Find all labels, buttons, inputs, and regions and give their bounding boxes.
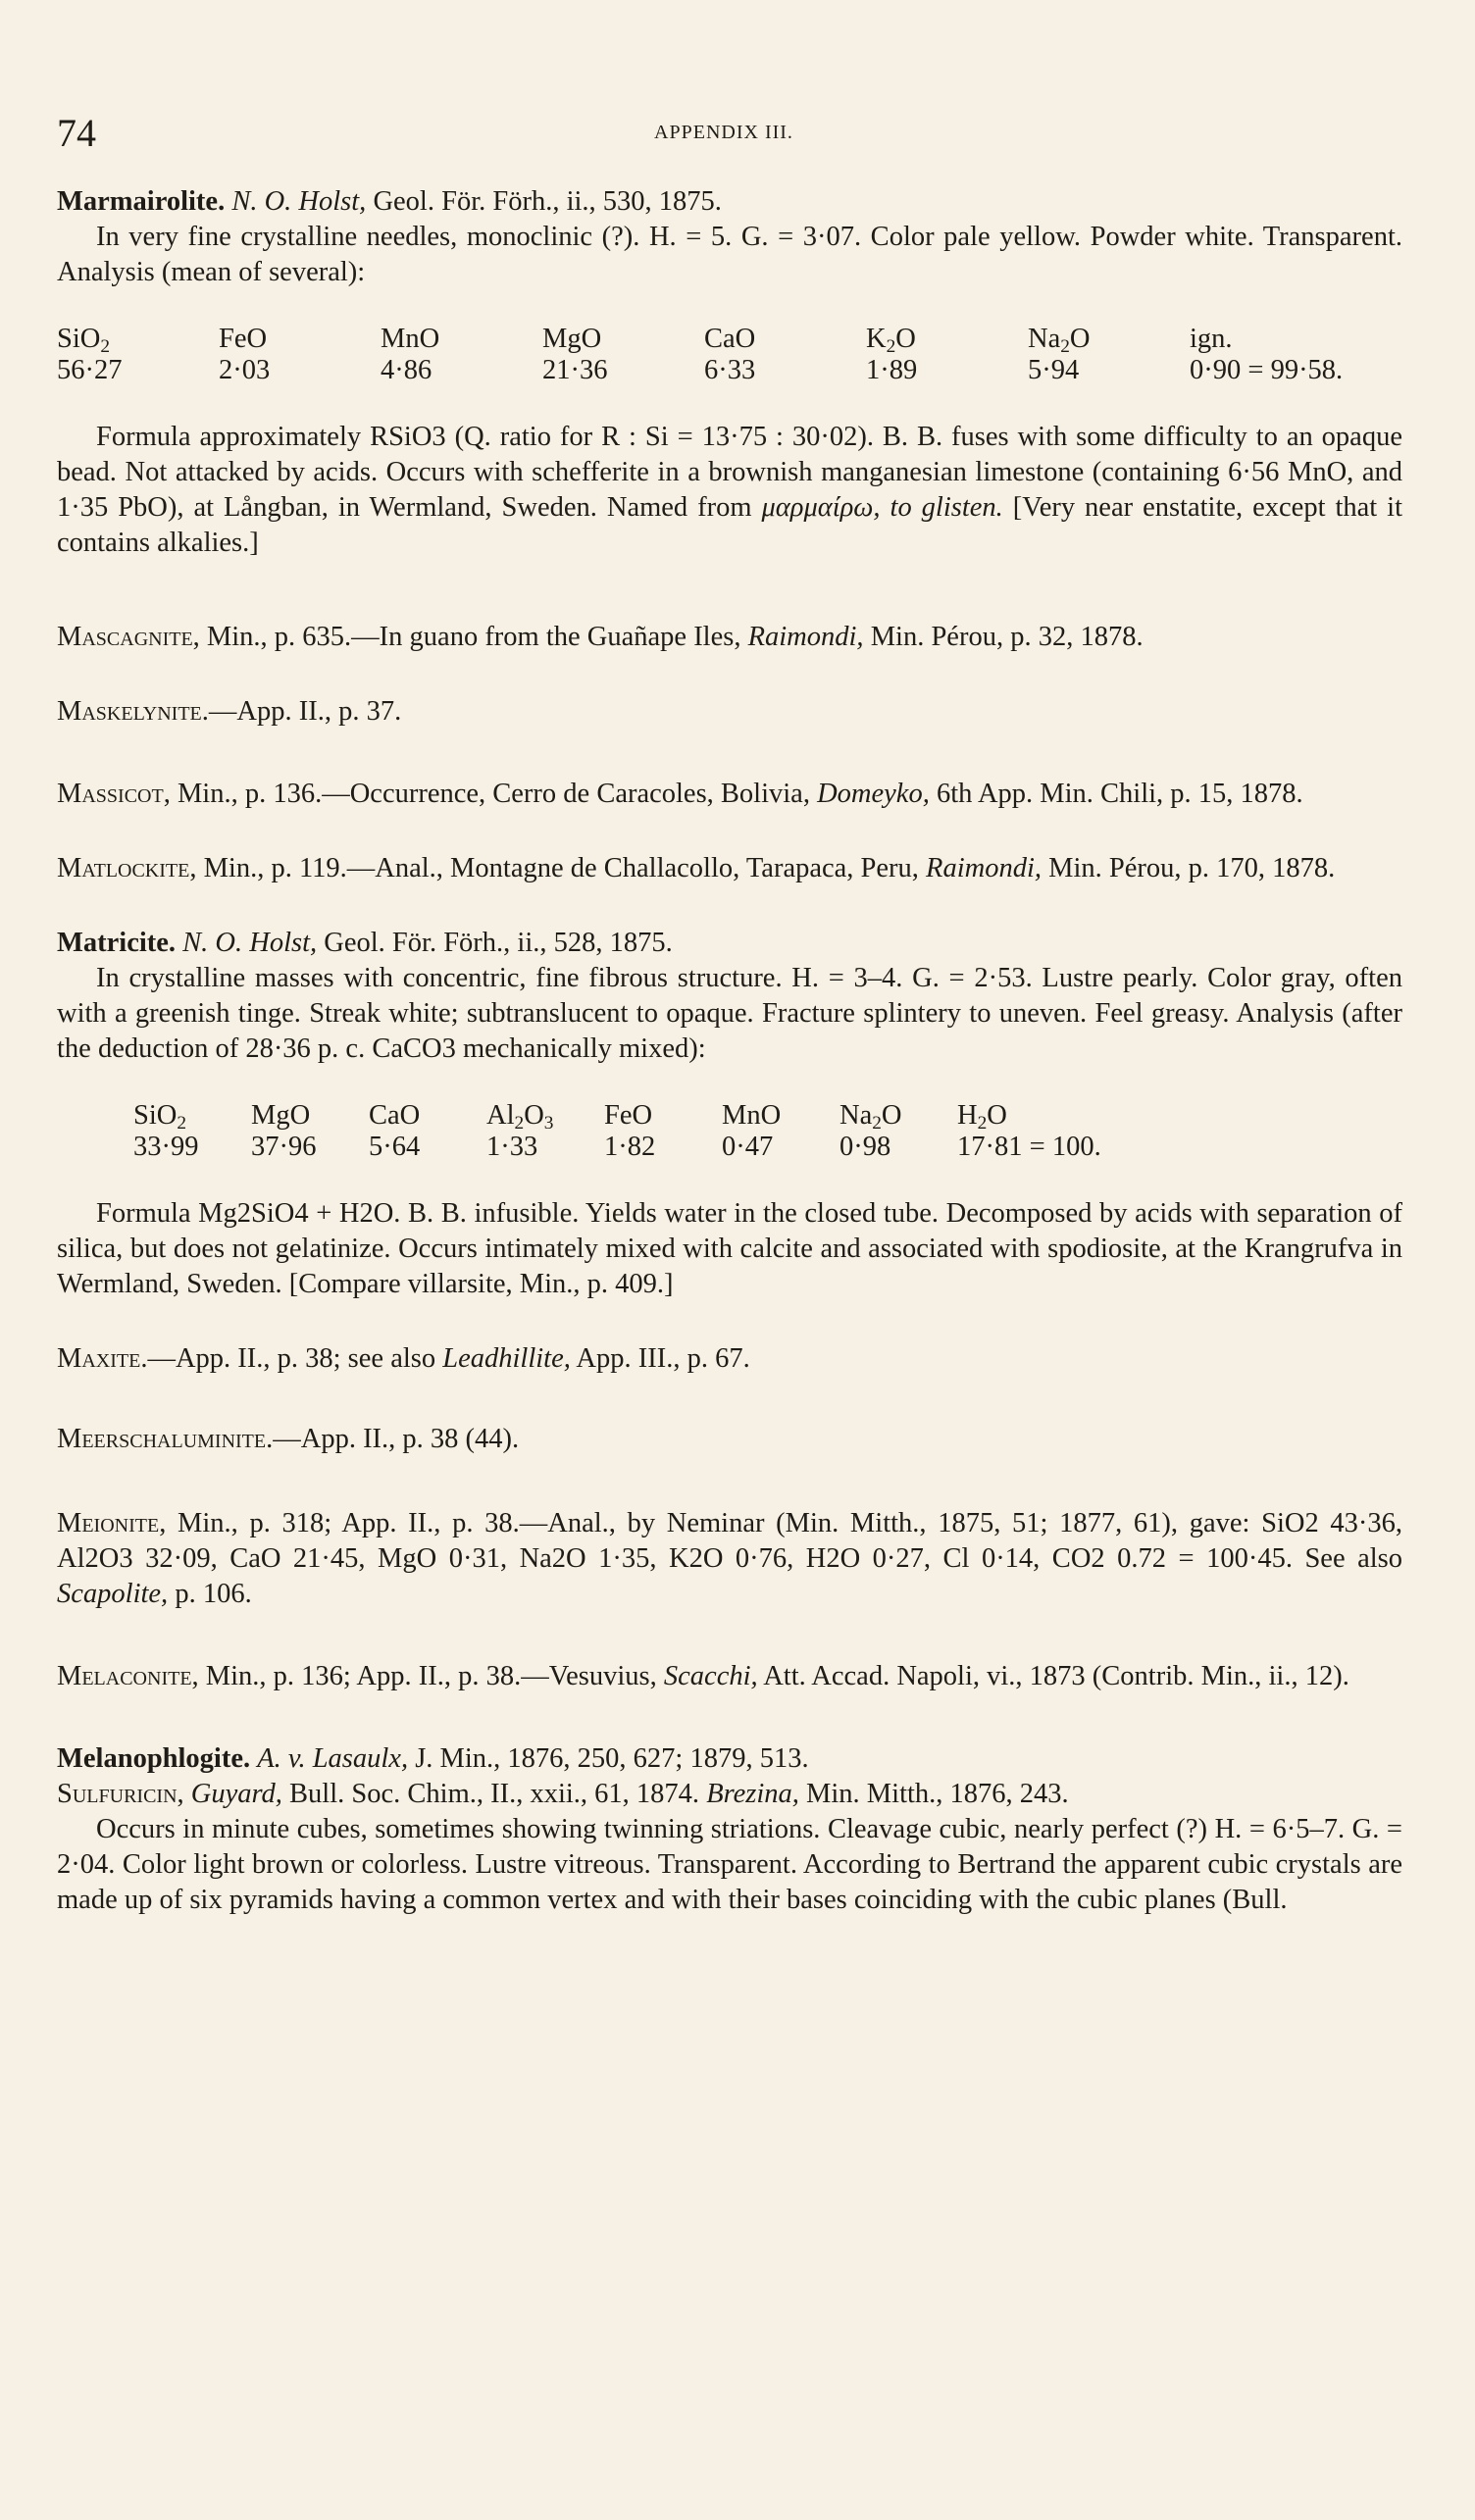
analysis-header-row — [133, 1100, 1101, 1132]
entry-link: Scapolite, — [57, 1579, 169, 1609]
entry-heading — [57, 926, 1402, 961]
entry-name: Maxite. — [57, 1343, 148, 1374]
synonym-reference-2: Min. Mitth., 1876, 243. — [798, 1779, 1069, 1809]
entry-body: Min., p. 136; App. II., p. 38.—Vesuvius, — [198, 1661, 664, 1691]
entry-author: Domeyko, — [817, 779, 930, 809]
synonym-author-2: Brezina, — [706, 1779, 799, 1809]
analysis-value: 5·64 — [369, 1132, 421, 1162]
analysis-head: SiO$_2$ — [57, 324, 111, 357]
analysis-table — [57, 324, 1351, 386]
analysis-head: MgO — [542, 324, 602, 354]
entry-heading — [57, 184, 1402, 220]
analysis-head: $Al_2O_3$ — [486, 1100, 554, 1134]
analysis-value: 4·86 — [381, 355, 432, 385]
entry-text — [57, 851, 1402, 886]
analysis-value: 37·96 — [251, 1132, 317, 1162]
entry-name: Meerschaluminite. — [57, 1424, 274, 1454]
analysis-value: 1·89 — [866, 355, 918, 385]
entry-author: A. v. Lasaulx, — [257, 1743, 409, 1774]
analysis-value-row — [133, 1132, 1101, 1163]
page-body — [57, 184, 1402, 1918]
page-number: 74 — [57, 111, 96, 155]
analysis-value: 21·36 — [542, 355, 608, 385]
entry-name: Mascagnite, — [57, 622, 200, 652]
analysis-value: 2·03 — [219, 355, 271, 385]
entry-title: Matricite. — [57, 928, 177, 958]
entry-author: N. O. Holst, — [231, 186, 367, 217]
entry-reference: J. Min., 1876, 250, 627; 1879, 513. — [408, 1743, 809, 1774]
entry-description: Occurs in minute cubes, sometimes showing twinning striations. Cleavage cubic, nearly perfect (?) H. = 6·5–7. G. = 2·04. Color light brown or colorless. Lustre vitreous. Transparent. According to Bertrand the apparent cubic crystals are made up of six pyramids having a common vertex and with their bases coinciding with the cubic planes (Bull. — [57, 1814, 1402, 1915]
entry-body-2: 6th App. Min. Chili, p. 15, 1878. — [929, 779, 1303, 809]
entry-melaconite — [57, 1659, 1402, 1694]
entry-text — [57, 1659, 1402, 1694]
entry-body: Min., p. 318; App. II., p. 38.—Anal., by Neminar (Min. Mitth., 1875, 51; 1877, 61), gave: SiO2 43·36, Al2O3 32·09, CaO 21·45, MgO 0·31, Na2O 1·35, K2O 0·76, H2O 0·27, Cl 0·14, CO2 0.72 = 100·45. See also — [57, 1508, 1402, 1574]
analysis-value: 0·98 — [839, 1132, 891, 1162]
entry-text — [57, 1341, 1402, 1377]
formula-text: Formula approximately RSiO3 (Q. ratio for R : Si = 13·75 : 30·02). B. B. fuses with some difficulty to an opaque bead. Not attacked by acids. Occurs with schefferite in a brownish manganesian limestone (containing 6·56 MnO, and 1·35 PbO), at Långban, in Wermland, Sweden. Named from — [57, 422, 1402, 523]
analysis-value: 6·33 — [704, 355, 756, 385]
entry-body-2: p. 106. — [168, 1579, 252, 1609]
analysis-head: $H_2O$ — [957, 1100, 1007, 1134]
entry-author: Raimondi, — [747, 622, 864, 652]
analysis-head: MnO — [381, 324, 440, 354]
entry-massicot — [57, 777, 1402, 812]
entry-description: In very fine crystalline needles, monoclinic (?). H. = 5. G. = 3·07. Color pale yellow. Powder white. Transparent. Analysis (mean of several): — [57, 222, 1402, 287]
entry-formula: Formula Mg2SiO4 + H2O. B. B. infusible. Yields water in the closed tube. Decomposed by acids with separation of silica, but does not gelatinize. Occurs intimately mixed with calcite and associated with spodiosite, at the Krangrufva in Wermland, Sweden. [Compare villarsite, Min., p. 409.] — [57, 1198, 1402, 1299]
running-title: APPENDIX III. — [654, 122, 793, 143]
entry-title: Melanophlogite. — [57, 1743, 251, 1774]
analysis-head: MnO — [722, 1100, 782, 1131]
analysis-value: 33·99 — [133, 1132, 199, 1162]
entry-formula — [57, 420, 1402, 561]
entry-text — [57, 694, 1402, 730]
analysis-value: 56·27 — [57, 355, 123, 385]
entry-name: Matlockite, — [57, 853, 197, 883]
entry-text — [57, 1506, 1402, 1612]
analysis-head: $K_2O$ — [866, 324, 916, 357]
analysis-value: 1·82 — [604, 1132, 656, 1162]
analysis-head: $Na_2O$ — [839, 1100, 902, 1134]
entry-meionite — [57, 1506, 1402, 1612]
analysis-head: FeO — [604, 1100, 653, 1131]
synonym-reference: Bull. Soc. Chim., II., xxii., 61, 1874. — [281, 1779, 707, 1809]
entry-body: Min., p. 136.—Occurrence, Cerro de Caracoles, Bolivia, — [170, 779, 818, 809]
entry-text — [57, 620, 1402, 655]
entry-reference: Geol. För. Förh., ii., 528, 1875. — [317, 928, 673, 958]
entry-text — [57, 1422, 1402, 1457]
entry-mascagnite — [57, 620, 1402, 655]
meaning: to glisten. — [890, 492, 1003, 523]
entry-author: Raimondi, — [926, 853, 1042, 883]
entry-author: Scacchi, — [663, 1661, 758, 1691]
entry-author: N. O. Holst, — [182, 928, 318, 958]
entry-body-2: Att. Accad. Napoli, vi., 1873 (Contrib. Min., ii., 12). — [757, 1661, 1349, 1691]
analysis-head: CaO — [369, 1100, 421, 1131]
entry-synonym — [57, 1777, 1402, 1812]
analysis-head: SiO$_2$ — [133, 1100, 187, 1134]
analysis-value: 0·90 = 99·58. — [1190, 355, 1344, 385]
synonym-author: Guyard, — [190, 1779, 282, 1809]
entry-matlockite — [57, 851, 1402, 886]
entry-description: In crystalline masses with concentric, fine fibrous structure. H. = 3–4. G. = 2·53. Lustre pearly. Color gray, often with a greenish tinge. Streak white; subtranslucent to opaque. Fracture splintery to uneven. Feel greasy. Analysis (after the deduction of 28·36 p. c. CaCO3 mechanically mixed): — [57, 963, 1402, 1064]
entry-body-2: App. III., p. 67. — [570, 1343, 750, 1374]
analysis-value: 17·81 = 100. — [957, 1132, 1101, 1162]
analysis-value: 5·94 — [1028, 355, 1080, 385]
analysis-head: $Na_2O$ — [1028, 324, 1091, 357]
page-header — [57, 110, 1391, 159]
entry-name: Melaconite, — [57, 1661, 199, 1691]
entry-name: Meionite, — [57, 1508, 167, 1538]
formula-note: [Very near enstatite, except that it contains alkalies.] — [57, 492, 1403, 558]
entry-body-2: Min. Pérou, p. 32, 1878. — [863, 622, 1144, 652]
entry-body: —App. II., p. 38 (44). — [273, 1424, 520, 1454]
entry-body: —App. II., p. 38; see also — [147, 1343, 443, 1374]
entry-maskelynite — [57, 694, 1402, 730]
entry-maxite — [57, 1341, 1402, 1377]
entry-text — [57, 777, 1402, 812]
entry-name: Massicot, — [57, 779, 171, 809]
entry-body-2: Min. Pérou, p. 170, 1878. — [1041, 853, 1336, 883]
entry-title: Marmairolite. — [57, 186, 226, 217]
analysis-head: ign. — [1190, 324, 1233, 354]
analysis-value: 1·33 — [486, 1132, 538, 1162]
entry-marmairolite — [57, 184, 1402, 561]
entry-link: Leadhillite, — [442, 1343, 571, 1374]
entry-matricite — [57, 926, 1402, 1302]
analysis-header-row — [57, 324, 1351, 355]
entry-body: Min., p. 119.—Anal., Montagne de Challacollo, Tarapaca, Peru, — [196, 853, 927, 883]
analysis-head: FeO — [219, 324, 268, 354]
analysis-head: MgO — [251, 1100, 311, 1131]
analysis-table — [133, 1100, 1101, 1163]
entry-body: Min., p. 635.—In guano from the Guañape Iles, — [199, 622, 748, 652]
entry-meerschaluminite — [57, 1422, 1402, 1457]
entry-body: —App. II., p. 37. — [208, 696, 402, 727]
analysis-value-row — [57, 355, 1351, 386]
entry-reference: Geol. För. Förh., ii., 530, 1875. — [366, 186, 722, 217]
analysis-head: CaO — [704, 324, 756, 354]
entry-melanophlogite — [57, 1741, 1402, 1918]
entry-heading — [57, 1741, 1402, 1777]
greek-word: μαρμαίρω, — [761, 492, 881, 523]
entry-name: Maskelynite. — [57, 696, 209, 727]
synonym-name: Sulfuricin, — [57, 1779, 184, 1809]
analysis-value: 0·47 — [722, 1132, 774, 1162]
